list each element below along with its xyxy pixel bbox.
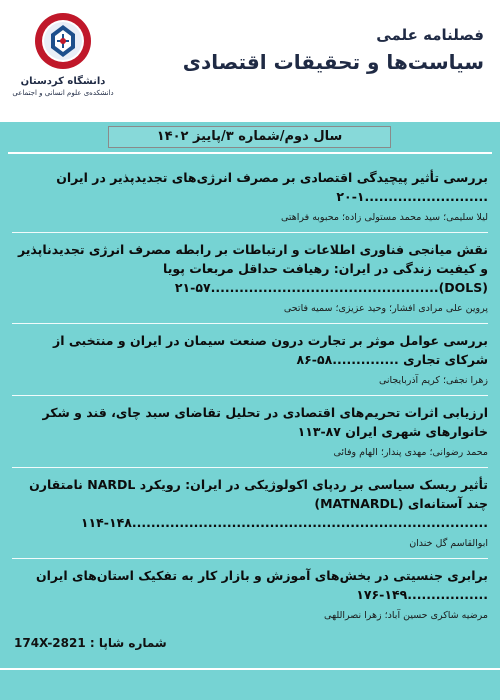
issue-label: سال دوم/شماره ۳/پاییز ۱۴۰۲: [108, 126, 391, 148]
article-title: ارزیابی اثرات تحریم‌های اقتصادی در تحلیل تقاضای سبد چای، قند و شکر خانوارهای شهری ایران ۸۷-۱۱۳: [42, 405, 488, 439]
divider: [8, 152, 492, 154]
university-block: [8, 76, 118, 97]
article-authors: پروین علی مرادی افشار؛ وحید عزیزی؛ سمیه فاتحی: [283, 303, 488, 314]
cover-header: [0, 0, 500, 122]
divider: [12, 467, 488, 468]
university-logo: [34, 12, 92, 70]
article-item: [12, 403, 488, 461]
article-title: بررسی تأثیر پیچیدگی اقتصادی بر مصرف انرژی‌های تجدیدپذیر در ایران ..........................۱-۲۰: [56, 170, 488, 204]
article-title: نقش میانجی فناوری اطلاعات و ارتباطات بر رابطه مصرف انرژی تجدیدناپذیر و کیفیت زندگی در ایران: رهیافت حداقل مربعات پویا (DOLS)................................................۲۱-۵۷: [17, 242, 488, 295]
journal-type: فصلنامه علمی: [376, 26, 484, 44]
table-of-contents: [12, 168, 488, 630]
journal-name: سیاست‌ها و تحقیقات اقتصادی: [182, 50, 484, 74]
article-authors: زهرا نجفی؛ کریم آذربایجانی: [378, 375, 488, 386]
article-item: [12, 331, 488, 389]
university-name: دانشگاه کردستان: [20, 76, 106, 87]
article-title: برابری جنسیتی در بخش‌های آموزش و بازار کار به تفکیک استان‌های ایران .................۱۴۹-۱۷۶: [35, 568, 488, 602]
article-title: بررسی عوامل موثر بر تجارت درون صنعت سیمان در ایران و منتخبی از شرکای تجاری ..............۵۸-۸۶: [53, 333, 488, 367]
article-item: [12, 475, 488, 552]
article-authors: لیلا سلیمی؛ سید محمد مستولی زاده؛ محبوبه فراهتی: [280, 212, 488, 223]
divider: [12, 558, 488, 559]
article-authors: مرضیه شاکری حسین آباد؛ زهرا نصراللهی: [324, 610, 488, 621]
divider: [0, 668, 500, 670]
article-title: تأثیر ریسک سیاسی بر ردپای اکولوژیکی در ایران: رویکرد NARDL نامتقارن چند آستانه‌ای (MATNARDL) ...........................................................................۱۱۴-۱۴۸: [29, 477, 488, 530]
divider: [12, 232, 488, 233]
journal-title-block: [183, 26, 484, 74]
divider: [12, 395, 488, 396]
article-authors: محمد رضوانی؛ مهدی پندار؛ الهام وفائی: [333, 447, 488, 458]
article-item: [12, 566, 488, 624]
divider: [12, 323, 488, 324]
faculty-name: دانشکده‌ی علوم انسانی و اجتماعی: [12, 89, 114, 97]
article-item: [12, 168, 488, 226]
article-item: [12, 240, 488, 317]
article-authors: ابوالقاسم گل خندان: [409, 538, 488, 549]
issn-label: شماره شاپا : 174X-2821: [14, 636, 167, 650]
